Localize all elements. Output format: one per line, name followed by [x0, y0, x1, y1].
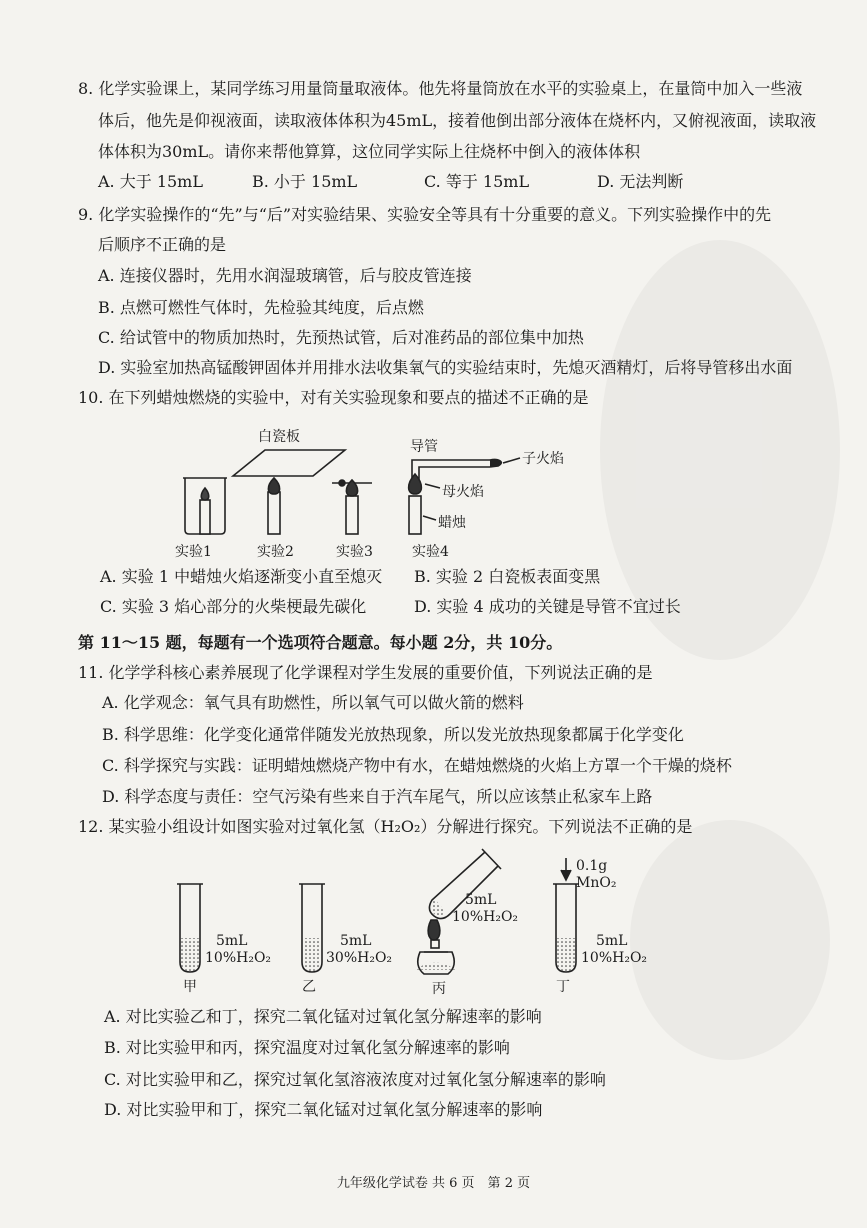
q11-option-d: D. 科学态度与责任：空气污染有些来自于汽车尾气，所以应该禁止私家车上路: [102, 787, 653, 806]
experiment3-matchstick: [332, 480, 372, 534]
q8-option-c: C. 等于 15mL: [424, 172, 530, 191]
tube-bing-name: 丙: [432, 981, 446, 997]
board-label: 白瓷板: [258, 429, 300, 445]
tube-yi-name: 乙: [302, 979, 316, 995]
tube-yi-vol: 5mL: [340, 933, 372, 949]
tube-yi: [299, 884, 325, 972]
experiment1-beaker-candle: [183, 478, 227, 534]
q10-option-c: C. 实验 3 焰心部分的火柴梗最先碳化: [100, 597, 367, 616]
child-flame-label: 子火焰: [522, 451, 564, 467]
tube-jia-conc: 10%H₂O₂: [205, 950, 272, 966]
q8-line3: 体体积为30mL。请你来帮他算算，这位同学实际上往烧杯中倒入的液体体积: [98, 142, 641, 161]
q12-option-d: D. 对比实验甲和丁，探究二氧化锰对过氧化氢分解速率的影响: [104, 1100, 543, 1119]
q9-line1: 9. 化学实验操作的“先”与“后”对实验结果、实验安全等具有十分重要的意义。下列实验操作中的先: [78, 205, 772, 224]
q9-option-b: B. 点燃可燃性气体时，先检验其纯度，后点燃: [98, 298, 424, 317]
q12-stem: 12. 某实验小组设计如图实验对过氧化氢（H₂O₂）分解进行探究。下列说法不正确的是: [78, 817, 693, 836]
q12-option-a: A. 对比实验乙和丁，探究二氧化锰对过氧化氢分解速率的影响: [104, 1007, 542, 1026]
q10-option-d: D. 实验 4 成功的关键是导管不宜过长: [414, 597, 681, 616]
catalyst-name: MnO₂: [576, 875, 617, 891]
tube-jia: [177, 884, 203, 972]
q8-option-d: D. 无法判断: [597, 172, 684, 191]
exp3-label: 实验3: [336, 544, 373, 560]
q9-option-a: A. 连接仪器时，先用水润湿玻璃管，后与胶皮管连接: [98, 266, 472, 285]
q10-option-b: B. 实验 2 白瓷板表面变黑: [414, 567, 601, 586]
q9-option-c: C. 给试管中的物质加热时，先预热试管，后对准药品的部位集中加热: [98, 328, 584, 347]
tube-bing-conc: 10%H₂O₂: [452, 909, 519, 925]
exp2-label: 实验2: [257, 544, 294, 560]
tube-yi-conc: 30%H₂O₂: [326, 950, 393, 966]
tube-ding-conc: 10%H₂O₂: [581, 950, 648, 966]
q11-option-a: A. 化学观念：氧气具有助燃性，所以氧气可以做火箭的燃料: [102, 693, 524, 712]
q12-option-c: C. 对比实验甲和乙，探究过氧化氢溶液浓度对过氧化氢分解速率的影响: [104, 1070, 606, 1089]
q11-option-b: B. 科学思维：化学变化通常伴随发光放热现象，所以发光放热现象都属于化学变化: [102, 725, 684, 744]
q11-stem: 11. 化学学科核心素养展现了化学课程对学生发展的重要价值，下列说法正确的是: [78, 663, 653, 682]
tube-ding-name: 丁: [556, 979, 570, 995]
q12-option-b: B. 对比实验甲和丙，探究温度对过氧化氢分解速率的影响: [104, 1038, 510, 1057]
q8-option-b: B. 小于 15mL: [252, 172, 358, 191]
exp1-label: 实验1: [175, 544, 212, 560]
page-footer: 九年级化学试卷 共 6 页 第 2 页: [336, 1176, 531, 1191]
exp4-label: 实验4: [412, 544, 449, 560]
tube-jia-name: 甲: [183, 979, 197, 995]
q9-line2: 后顺序不正确的是: [98, 235, 227, 254]
q8-option-a: A. 大于 15mL: [98, 172, 203, 191]
experiment2-porcelain-board: [233, 450, 345, 534]
candle-label: 蜡烛: [438, 515, 466, 531]
q9-option-d: D. 实验室加热高锰酸钾固体并用排水法收集氧气的实验结束时，先熄灭酒精灯，后将导管移出水面: [98, 358, 793, 377]
mother-flame-label: 母火焰: [442, 484, 484, 500]
q10-stem: 10. 在下列蜡烛燃烧的实验中，对有关实验现象和要点的描述不正确的是: [78, 388, 589, 407]
q8-line2: 体后，他先是仰视液面，读取液体体积为45mL，接着他倒出部分液体在烧杯内，又俯视液面，读取液: [98, 111, 817, 130]
section-instructions: 第 11～15 题，每题有一个选项符合题意。每小题 2分，共 10分。: [78, 633, 563, 652]
q10-option-a: A. 实验 1 中蜡烛火焰逐渐变小直至熄灭: [100, 567, 383, 586]
bleed-through-smudge: [630, 820, 830, 1060]
q8-line1: 8. 化学实验课上，某同学练习用量筒量取液体。他先将量筒放在水平的实验桌上，在量筒中加入一些液: [78, 79, 803, 98]
tube-ding-vol: 5mL: [596, 933, 628, 949]
catalyst-mass: 0.1g: [576, 858, 608, 874]
q11-option-c: C. 科学探究与实践：证明蜡烛燃烧产物中有水，在蜡烛燃烧的火焰上方罩一个干燥的烧杯: [102, 756, 732, 775]
tube-jia-vol: 5mL: [216, 933, 248, 949]
tube-bing-vol: 5mL: [465, 892, 497, 908]
tube-label: 导管: [410, 439, 438, 455]
